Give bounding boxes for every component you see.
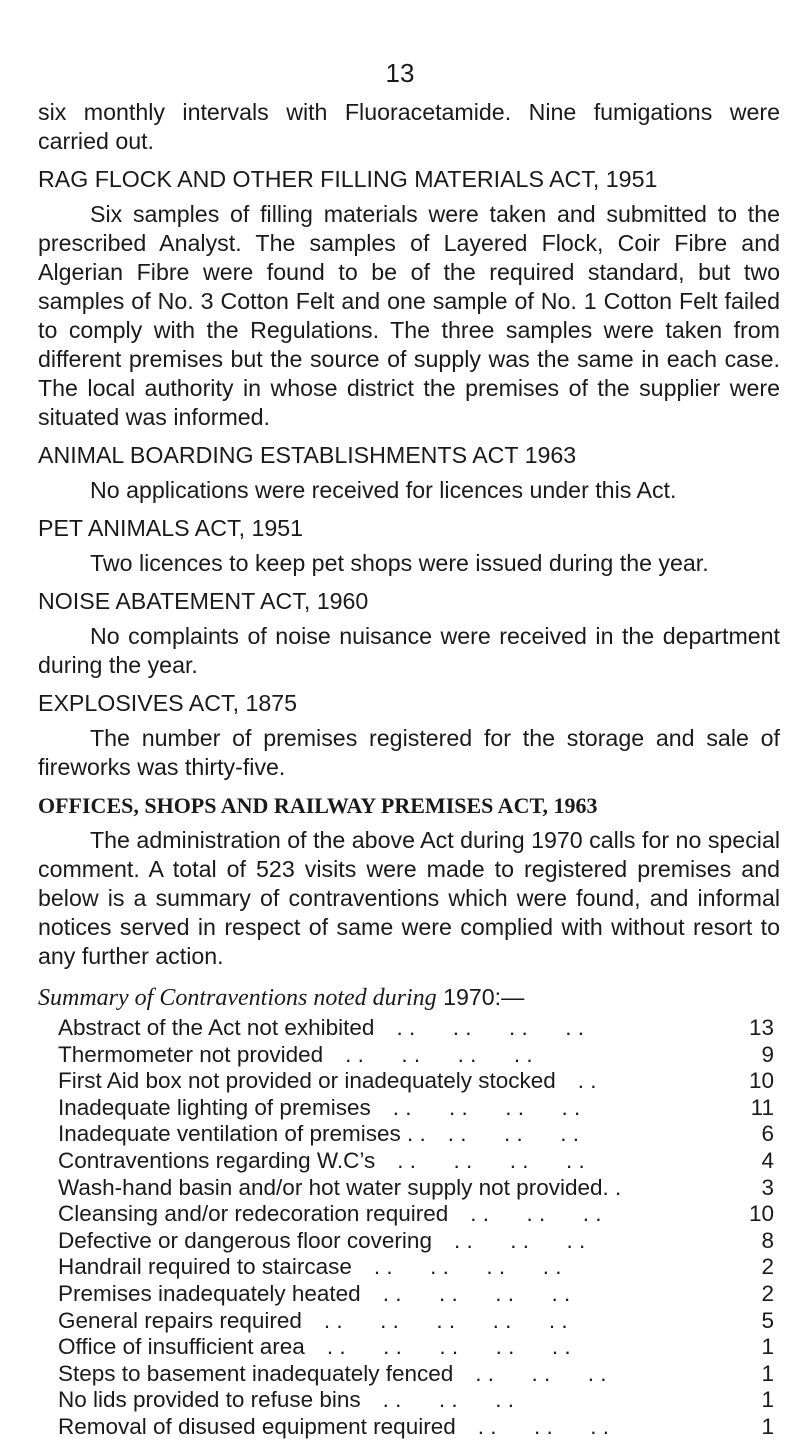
contravention-count: 10 bbox=[748, 1201, 774, 1227]
intro-paragraph: six monthly intervals with Fluoracetamide. Nine fumigations were carried out. bbox=[38, 99, 780, 154]
summary-title bbox=[38, 983, 780, 1013]
contravention-label: Removal of disused equipment required bbox=[58, 1413, 456, 1439]
contravention-leader-dots: . . . . . . bbox=[477, 1413, 610, 1439]
contravention-count: 1 bbox=[761, 1387, 774, 1413]
contravention-row bbox=[38, 1387, 780, 1414]
contravention-row bbox=[38, 1228, 780, 1255]
contravention-row bbox=[38, 1308, 780, 1335]
contravention-count: 1 bbox=[761, 1334, 774, 1360]
contravention-count: 1 bbox=[761, 1413, 774, 1439]
contravention-count: 2 bbox=[761, 1254, 774, 1280]
contravention-count: 8 bbox=[761, 1227, 774, 1253]
contravention-leader-dots: . . . . . . bbox=[453, 1227, 586, 1253]
contravention-row bbox=[38, 1175, 780, 1202]
contravention-count: 13 bbox=[748, 1015, 774, 1040]
contravention-label: Inadequate ventilation of premises . . bbox=[58, 1121, 426, 1147]
contravention-label: Premises inadequately heated bbox=[58, 1280, 361, 1306]
contraventions-list bbox=[38, 1015, 780, 1441]
contravention-label: Office of insufficient area bbox=[58, 1334, 305, 1360]
contravention-row bbox=[38, 1201, 780, 1228]
contravention-count: 1 bbox=[761, 1360, 774, 1386]
contravention-leader-dots: . . . . . . . . bbox=[396, 1015, 584, 1040]
contravention-row bbox=[38, 1334, 780, 1361]
contravention-label: Inadequate lighting of premises bbox=[58, 1094, 371, 1120]
section-heading-animal-boarding: ANIMAL BOARDING ESTABLISHMENTS ACT 1963 bbox=[38, 442, 577, 468]
contravention-label: Steps to basement inadequately fenced bbox=[58, 1360, 454, 1386]
contravention-label: First Aid box not provided or inadequately stocked bbox=[58, 1068, 556, 1094]
contravention-label: General repairs required bbox=[58, 1307, 302, 1333]
section-heading-pet-animals: PET ANIMALS ACT, 1951 bbox=[38, 515, 304, 541]
contravention-label: Thermometer not provided bbox=[58, 1041, 324, 1067]
contravention-leader-dots: . . . . . . bbox=[475, 1360, 607, 1386]
section-body-explosives: The number of premises registered for the storage and sale of fireworks was thirty-five. bbox=[38, 725, 780, 780]
contravention-label: Defective or dangerous floor covering bbox=[58, 1227, 432, 1253]
section-body-animal-boarding: No applications were received for licences under this Act. bbox=[90, 477, 677, 503]
contravention-label: Wash-hand basin and/or hot water supply not provided. . bbox=[58, 1174, 622, 1200]
contravention-leader-dots: . . . . . . bbox=[470, 1201, 602, 1227]
contravention-row bbox=[38, 1095, 780, 1122]
contravention-label: Handrail required to staircase bbox=[58, 1254, 352, 1280]
contravention-leader-dots: . . . . . . . . bbox=[345, 1041, 533, 1067]
section-heading-noise-abatement: NOISE ABATEMENT ACT, 1960 bbox=[38, 588, 369, 614]
contravention-leader-dots: . . . . . . . . bbox=[382, 1280, 571, 1306]
summary-title-year: 1970:— bbox=[436, 984, 525, 1010]
contravention-row bbox=[38, 1068, 780, 1095]
contravention-count: 4 bbox=[761, 1147, 774, 1173]
section-body-rag-flock: Six samples of filling materials were taken and submitted to the prescribed Analyst. The samples of Layered Flock, Coir Fibre and Algerian Fibre were found to be of the required standard, but two samples of No. 3 Cotton Felt and one sample of No. 1 Cotton Felt failed to comply with the Regulations. The three samples were taken from different premises but the source of supply was the same in each case. The local authority in whose district the premises of the supplier were situated was informed. bbox=[38, 201, 780, 430]
contravention-leader-dots: . . . . . . . . bbox=[373, 1254, 562, 1280]
section-body-offices-shops: The administration of the above Act during 1970 calls for no special comment. A total of 523 visits were made to registered premises and below is a summary of contraventions which were found, and informal notices served in respect of same were complied with without resort to any further action. bbox=[38, 827, 780, 969]
section-body-noise-abatement: No complaints of noise nuisance were received in the department during the year. bbox=[38, 623, 780, 678]
page-number: 13 bbox=[385, 58, 415, 88]
contravention-row bbox=[38, 1121, 780, 1148]
contravention-row bbox=[38, 1148, 780, 1175]
contravention-label: Abstract of the Act not exhibited bbox=[58, 1015, 375, 1040]
contravention-count: 2 bbox=[761, 1280, 774, 1306]
contravention-leader-dots: . . . . . . bbox=[382, 1387, 514, 1413]
contravention-count: 10 bbox=[748, 1068, 774, 1094]
document-body bbox=[38, 98, 780, 1441]
contravention-count: 11 bbox=[750, 1094, 774, 1120]
section-heading-explosives: EXPLOSIVES ACT, 1875 bbox=[38, 690, 298, 716]
summary-title-italic: Summary of Contraventions noted during bbox=[38, 985, 437, 1011]
contravention-leader-dots: . . . . . . . . . . bbox=[323, 1307, 568, 1333]
contravention-count: 9 bbox=[761, 1041, 774, 1067]
contravention-count: 5 bbox=[761, 1307, 774, 1333]
contravention-row bbox=[38, 1361, 780, 1388]
section-body-pet-animals: Two licences to keep pet shops were issued during the year. bbox=[90, 550, 709, 576]
contravention-label: Cleansing and/or redecoration required bbox=[58, 1201, 449, 1227]
contravention-leader-dots: . . . . . . bbox=[447, 1121, 580, 1147]
contravention-leader-dots: . . bbox=[577, 1068, 597, 1094]
contravention-leader-dots: . . . . . . . . . . bbox=[326, 1334, 571, 1360]
contravention-leader-dots: . . . . . . . . bbox=[397, 1147, 585, 1173]
contravention-count: 3 bbox=[761, 1174, 774, 1200]
contravention-row bbox=[38, 1042, 780, 1069]
contravention-row bbox=[38, 1015, 780, 1042]
contravention-label: No lids provided to refuse bins bbox=[58, 1387, 361, 1413]
contravention-label: Contraventions regarding W.C’s bbox=[58, 1147, 376, 1173]
contravention-count: 6 bbox=[761, 1121, 774, 1147]
contravention-row bbox=[38, 1414, 780, 1441]
section-heading-offices-shops: OFFICES, SHOPS AND RAILWAY PREMISES ACT, 1963 bbox=[38, 793, 598, 818]
contravention-row bbox=[38, 1254, 780, 1281]
contravention-row bbox=[38, 1281, 780, 1308]
section-heading-rag-flock: RAG FLOCK AND OTHER FILLING MATERIALS ACT, 1951 bbox=[38, 166, 658, 192]
contravention-leader-dots: . . . . . . . . bbox=[392, 1094, 581, 1120]
